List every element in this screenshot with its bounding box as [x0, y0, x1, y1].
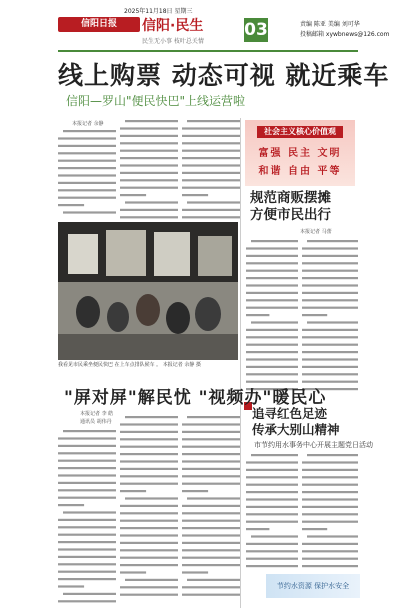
text-line [182, 483, 240, 485]
text-line [182, 594, 240, 596]
text-line [120, 150, 178, 152]
article4-text-col1 [58, 428, 116, 604]
text-line [120, 564, 178, 566]
text-line [182, 423, 240, 425]
text-line [246, 270, 298, 272]
text-line [120, 209, 178, 211]
text-line [182, 453, 240, 455]
text-line [302, 277, 358, 279]
text-line [307, 321, 358, 323]
core-values-box [245, 120, 355, 186]
text-line [302, 358, 358, 360]
text-line [182, 549, 240, 551]
text-line [302, 351, 358, 353]
text-line [251, 321, 298, 323]
article4-text-col2 [120, 414, 178, 604]
text-line [246, 565, 298, 567]
text-line [302, 284, 358, 286]
text-lines [58, 128, 116, 220]
text-line [120, 468, 178, 470]
main-headline: 线上购票 动态可视 就近乘车 [58, 61, 390, 90]
text-line [302, 491, 358, 493]
text-line [58, 526, 116, 528]
text-line [63, 593, 116, 595]
text-line [58, 497, 116, 499]
text-line [120, 446, 178, 448]
text-line [182, 164, 240, 166]
text-lines [182, 118, 240, 220]
text-line [182, 520, 240, 522]
text-line [251, 535, 298, 537]
article2-headline [250, 190, 331, 224]
text-line [58, 585, 84, 587]
text-line [302, 292, 358, 294]
text-line [125, 201, 178, 203]
text-line [246, 314, 269, 316]
text-line [302, 336, 358, 338]
text-line [182, 209, 240, 211]
main-subheadline: 信阳—罗山"便民快巴"上线运营啦 [66, 94, 246, 108]
text-line [58, 152, 116, 154]
water-saving-banner: 节约水资源 保护水安全 [266, 574, 360, 598]
column-separator [240, 118, 241, 608]
core-values-line1: 富强 民主 文明 [258, 148, 342, 159]
text-line [302, 247, 358, 249]
text-line [182, 431, 240, 433]
text-line [120, 423, 178, 425]
text-line [125, 120, 178, 122]
text-line [246, 373, 298, 375]
text-line [246, 484, 298, 486]
article3-subhead: 市节约用水事务中心开展主题党日活动 [254, 441, 373, 449]
text-line [302, 366, 358, 368]
text-line [58, 600, 116, 602]
text-line [302, 255, 358, 257]
text-line [246, 491, 298, 493]
photo-illustration [58, 222, 238, 360]
article4-headline: "屏对屏"解民忧 "视频办"暖民心 [64, 388, 327, 408]
text-line [302, 329, 358, 331]
text-line [302, 307, 358, 309]
text-line [246, 262, 298, 264]
text-line [120, 505, 178, 507]
text-line [120, 549, 178, 551]
text-line [182, 127, 240, 129]
text-line [246, 528, 269, 530]
text-line [58, 167, 116, 169]
text-line [63, 211, 116, 213]
text-lines [246, 238, 298, 398]
text-line [120, 586, 178, 588]
text-line [302, 521, 358, 523]
section-title: 信阳·民生 [142, 18, 204, 34]
text-line [120, 512, 178, 514]
text-line [58, 445, 116, 447]
newspaper-logo: 信阳日报 [58, 17, 140, 32]
text-line [307, 454, 358, 456]
contact-email: 投稿邮箱 xywbnews@126.com [300, 31, 390, 38]
text-line [302, 513, 358, 515]
article3-headline-line1: 追寻红色足迹 [252, 406, 328, 421]
text-line [246, 366, 298, 368]
core-values-line2: 和谐 自由 平等 [258, 166, 342, 177]
text-line [246, 550, 298, 552]
text-line [302, 543, 358, 545]
main-text-col1 [58, 128, 116, 220]
text-line [182, 150, 240, 152]
text-line [182, 542, 240, 544]
text-line [182, 586, 240, 588]
article3-headline-line2: 传承大别山精神 [252, 422, 340, 437]
text-line [302, 476, 358, 478]
text-line [246, 351, 298, 353]
text-line [246, 284, 298, 286]
text-line [120, 135, 178, 137]
text-line [58, 137, 116, 139]
text-line [182, 194, 208, 196]
text-line [120, 483, 178, 485]
text-line [302, 565, 358, 567]
article4-byline1: 本报记者 李 皓 [80, 411, 114, 417]
article3-headline [252, 406, 340, 438]
text-line [246, 358, 298, 360]
article3-text-col1 [246, 452, 298, 570]
text-line [187, 201, 240, 203]
text-line [120, 594, 178, 596]
text-line [120, 542, 178, 544]
text-lines [58, 428, 116, 604]
text-line [58, 519, 116, 521]
text-line [58, 145, 116, 147]
text-line [182, 446, 240, 448]
text-line [246, 469, 298, 471]
text-lines [246, 452, 298, 570]
text-line [246, 255, 298, 257]
text-line [58, 204, 84, 206]
page-number: 03 [244, 20, 268, 40]
bus-waiting-photo [58, 222, 238, 360]
article2-headline-line1: 规范商贩摆摊 [250, 190, 331, 206]
article4-byline2: 通讯员 胡伟丹 [80, 419, 112, 425]
text-line [182, 179, 240, 181]
text-line [125, 579, 178, 581]
text-line [302, 469, 358, 471]
text-line [125, 497, 178, 499]
text-line [246, 336, 298, 338]
text-line [307, 535, 358, 537]
text-line [120, 534, 178, 536]
text-line [182, 468, 240, 470]
text-line [58, 571, 116, 573]
main-text-col3 [182, 118, 240, 220]
text-line [246, 513, 298, 515]
text-lines [120, 414, 178, 604]
article2-text-col2 [302, 238, 358, 398]
text-line [120, 475, 178, 477]
text-line [120, 431, 178, 433]
text-line [58, 437, 116, 439]
photo-caption: 我看见市民乘坐便民快巴 在上车点排队候车 。 本报记者 余静 摄 [58, 362, 201, 368]
text-line [63, 130, 116, 132]
text-lines [302, 238, 358, 398]
text-line [182, 534, 240, 536]
text-line [302, 506, 358, 508]
text-line [182, 135, 240, 137]
text-line [251, 240, 298, 242]
article2-headline-line2: 方便市民出行 [250, 207, 331, 223]
text-line [187, 497, 240, 499]
article2-byline: 本报记者 马蕾 [300, 229, 332, 235]
text-line [120, 172, 178, 174]
text-line [120, 216, 178, 218]
text-line [307, 240, 358, 242]
text-line [182, 527, 240, 529]
text-line [182, 490, 208, 492]
text-line [120, 127, 178, 129]
text-line [58, 563, 116, 565]
main-byline: 本报记者 余静 [72, 121, 104, 127]
text-line [246, 344, 298, 346]
core-values-title: 社会主义核心价值观 [257, 126, 343, 138]
text-line [182, 564, 240, 566]
text-line [182, 157, 240, 159]
text-line [246, 498, 298, 500]
text-line [58, 541, 116, 543]
main-text-col2 [120, 118, 178, 220]
text-line [58, 474, 116, 476]
text-line [58, 534, 116, 536]
text-line [302, 558, 358, 560]
text-line [58, 460, 116, 462]
text-line [182, 187, 240, 189]
text-line [187, 120, 240, 122]
text-line [125, 416, 178, 418]
text-line [246, 329, 298, 331]
text-line [182, 512, 240, 514]
text-line [182, 216, 240, 218]
text-line [58, 189, 116, 191]
text-line [302, 461, 358, 463]
text-line [182, 438, 240, 440]
text-line [246, 299, 298, 301]
text-line [246, 292, 298, 294]
text-line [302, 262, 358, 264]
text-line [246, 506, 298, 508]
text-line [120, 194, 146, 196]
issue-date: 2025年11月18日 星期三 [124, 8, 193, 15]
text-line [58, 467, 116, 469]
text-lines [120, 118, 178, 220]
text-line [63, 430, 116, 432]
header-rule [58, 50, 358, 52]
text-line [302, 528, 327, 530]
section-slogan: 民生无小事 枝叶总关情 [142, 38, 204, 45]
text-line [246, 543, 298, 545]
text-line [58, 482, 116, 484]
text-line [120, 527, 178, 529]
text-line [120, 520, 178, 522]
text-line [120, 187, 178, 189]
text-line [302, 498, 358, 500]
text-line [120, 179, 178, 181]
text-line [246, 277, 298, 279]
editor-info [300, 20, 389, 40]
text-line [120, 157, 178, 159]
text-line [58, 556, 116, 558]
masthead [0, 0, 410, 52]
text-line [58, 452, 116, 454]
editor-line: 责编 陈亚 美编 刘可华 [300, 21, 360, 28]
text-line [120, 164, 178, 166]
text-line [120, 557, 178, 559]
text-line [120, 142, 178, 144]
text-line [302, 299, 358, 301]
text-line [182, 172, 240, 174]
text-line [302, 344, 358, 346]
text-line [302, 270, 358, 272]
text-line [246, 476, 298, 478]
text-line [182, 571, 208, 573]
text-line [182, 460, 240, 462]
text-line [120, 490, 146, 492]
text-line [120, 460, 178, 462]
text-line [246, 461, 298, 463]
text-line [182, 505, 240, 507]
text-line [246, 521, 298, 523]
text-line [251, 454, 298, 456]
text-line [246, 247, 298, 249]
text-line [246, 307, 298, 309]
text-line [58, 197, 116, 199]
text-line [58, 489, 116, 491]
text-line [302, 373, 358, 375]
text-line [302, 550, 358, 552]
article3-text-col2 [302, 452, 358, 570]
text-line [182, 142, 240, 144]
text-line [187, 579, 240, 581]
text-line [246, 558, 298, 560]
text-line [63, 511, 116, 513]
text-line [120, 438, 178, 440]
article4-text-col3 [182, 414, 240, 604]
text-line [58, 504, 84, 506]
text-line [302, 484, 358, 486]
text-lines [302, 452, 358, 570]
text-line [187, 416, 240, 418]
text-line [120, 571, 146, 573]
text-line [58, 578, 116, 580]
text-line [58, 174, 116, 176]
text-line [302, 314, 327, 316]
text-line [120, 453, 178, 455]
text-lines [182, 414, 240, 604]
text-line [58, 182, 116, 184]
text-line [58, 160, 116, 162]
text-line [182, 557, 240, 559]
text-line [182, 475, 240, 477]
article2-text-col1 [246, 238, 298, 398]
text-line [58, 548, 116, 550]
